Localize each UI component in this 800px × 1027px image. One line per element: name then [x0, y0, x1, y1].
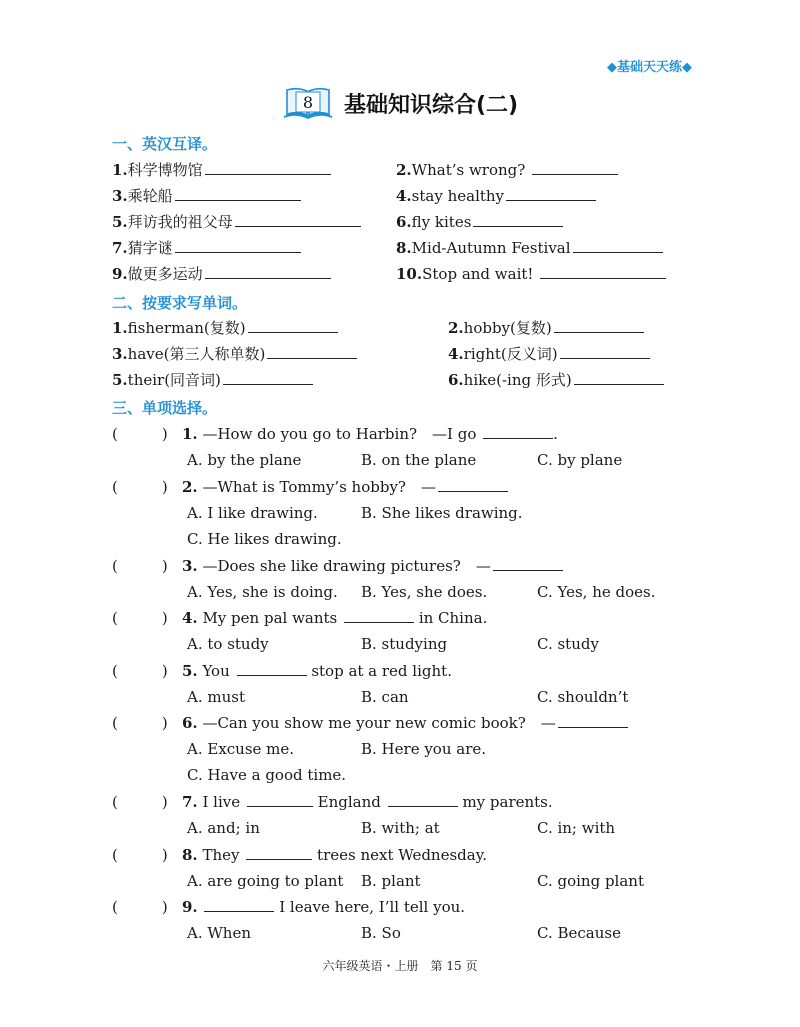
option-b[interactable]: B. So	[361, 924, 401, 942]
option-b[interactable]: B. Yes, she does.	[361, 583, 488, 601]
option-a[interactable]: A. When	[187, 924, 251, 942]
choice-question-7: ( ) 7. I live England my parents.	[112, 793, 553, 811]
option-a[interactable]: A. Yes, she is doing.	[187, 583, 338, 601]
option-b[interactable]: B. studying	[361, 635, 448, 653]
translation-item-3: 3.乘轮船	[112, 186, 301, 206]
answer-blank[interactable]	[493, 556, 563, 571]
option-c[interactable]: C. study	[537, 635, 599, 653]
answer-blank[interactable]	[205, 160, 331, 175]
option-c[interactable]: C. shouldn’t	[537, 688, 629, 706]
translation-item-10: 10.Stop and wait!	[396, 264, 666, 284]
option-c[interactable]: C. Yes, he does.	[537, 583, 656, 601]
page-footer: 六年级英语・上册 第 15 页	[322, 959, 478, 973]
answer-blank[interactable]	[554, 318, 644, 333]
option-a[interactable]: A. to study	[187, 635, 269, 653]
answer-blank[interactable]	[235, 212, 361, 227]
option-a[interactable]: A. Excuse me.	[187, 740, 295, 758]
choice-question-1: ( ) 1. —How do you go to Harbin? —I go .	[112, 425, 558, 443]
answer-blank[interactable]	[267, 344, 357, 359]
answer-blank[interactable]	[246, 845, 312, 860]
translation-item-4: 4.stay healthy	[396, 186, 596, 206]
answer-blank[interactable]	[247, 792, 313, 807]
word-item-2: 2.hobby(复数)	[448, 318, 644, 338]
open-book-icon	[282, 86, 334, 120]
option-b[interactable]: B. She likes drawing.	[361, 504, 523, 522]
answer-blank[interactable]	[483, 424, 553, 439]
option-c[interactable]: C. Have a good time.	[187, 766, 347, 784]
answer-blank[interactable]	[574, 370, 664, 385]
answer-blank[interactable]	[532, 160, 618, 175]
translation-item-2: 2.What’s wrong?	[396, 160, 618, 180]
option-b[interactable]: B. on the plane	[361, 451, 477, 469]
choice-question-3: ( ) 3. —Does she like drawing pictures? —	[112, 556, 563, 576]
answer-blank[interactable]	[248, 318, 338, 333]
option-a[interactable]: A. and; in	[187, 819, 260, 837]
answer-blank[interactable]	[438, 477, 508, 492]
translation-item-9: 9.做更多运动	[112, 264, 331, 284]
option-b[interactable]: B. plant	[361, 872, 421, 890]
answer-blank[interactable]	[540, 264, 666, 279]
choice-question-5: ( ) 5. You stop at a red light.	[112, 662, 452, 680]
option-c[interactable]: C. Because	[537, 924, 621, 942]
answer-blank[interactable]	[558, 713, 628, 728]
option-b[interactable]: B. Here you are.	[361, 740, 487, 758]
corner-tag: ◆基础天天练◆	[607, 60, 692, 75]
answer-blank[interactable]	[237, 661, 307, 676]
translation-item-6: 6.fly kites	[396, 212, 563, 232]
translation-item-7: 7.猜字谜	[112, 238, 301, 258]
word-item-6: 6.hike(-ing 形式)	[448, 370, 664, 390]
option-c[interactable]: C. He likes drawing.	[187, 530, 342, 548]
answer-blank[interactable]	[344, 608, 414, 623]
answer-blank[interactable]	[506, 186, 596, 201]
option-a[interactable]: A. I like drawing.	[187, 504, 318, 522]
choice-question-8: ( ) 8. They trees next Wednesday.	[112, 846, 487, 864]
translation-item-5: 5.拜访我的祖父母	[112, 212, 361, 232]
section-heading-2: 二、按要求写单词。	[112, 294, 248, 312]
page-title	[0, 86, 800, 124]
option-c[interactable]: C. by plane	[537, 451, 623, 469]
answer-blank[interactable]	[175, 186, 301, 201]
option-a[interactable]: A. by the plane	[187, 451, 302, 469]
choice-question-9: ( ) 9. I leave here, I’ll tell you.	[112, 898, 466, 916]
choice-question-6: ( ) 6. —Can you show me your new comic book? —	[112, 713, 628, 733]
choice-question-4: ( ) 4. My pen pal wants in China.	[112, 609, 488, 627]
answer-blank[interactable]	[388, 792, 458, 807]
word-item-1: 1.fisherman(复数)	[112, 318, 338, 338]
answer-blank[interactable]	[223, 370, 313, 385]
option-b[interactable]: B. with; at	[361, 819, 440, 837]
title-text: 基础知识综合(二)	[343, 92, 519, 118]
translation-item-8: 8.Mid-Autumn Festival	[396, 238, 663, 258]
answer-blank[interactable]	[205, 264, 331, 279]
answer-blank[interactable]	[204, 897, 274, 912]
lesson-number: 8	[302, 93, 314, 112]
option-a[interactable]: A. must	[187, 688, 245, 706]
word-item-3: 3.have(第三人称单数)	[112, 344, 357, 364]
option-c[interactable]: C. in; with	[537, 819, 616, 837]
option-a[interactable]: A. are going to plant	[187, 872, 344, 890]
word-item-5: 5.their(同音词)	[112, 370, 313, 390]
word-item-4: 4.right(反义词)	[448, 344, 650, 364]
answer-blank[interactable]	[473, 212, 563, 227]
choice-question-2: ( ) 2. —What is Tommy’s hobby? —	[112, 477, 508, 497]
section-heading-1: 一、英汉互译。	[112, 135, 218, 153]
option-b[interactable]: B. can	[361, 688, 409, 706]
section-heading-3: 三、单项选择。	[112, 399, 218, 417]
answer-blank[interactable]	[560, 344, 650, 359]
translation-item-1: 1.科学博物馆	[112, 160, 331, 180]
answer-blank[interactable]	[573, 238, 663, 253]
option-c[interactable]: C. going plant	[537, 872, 644, 890]
answer-blank[interactable]	[175, 238, 301, 253]
